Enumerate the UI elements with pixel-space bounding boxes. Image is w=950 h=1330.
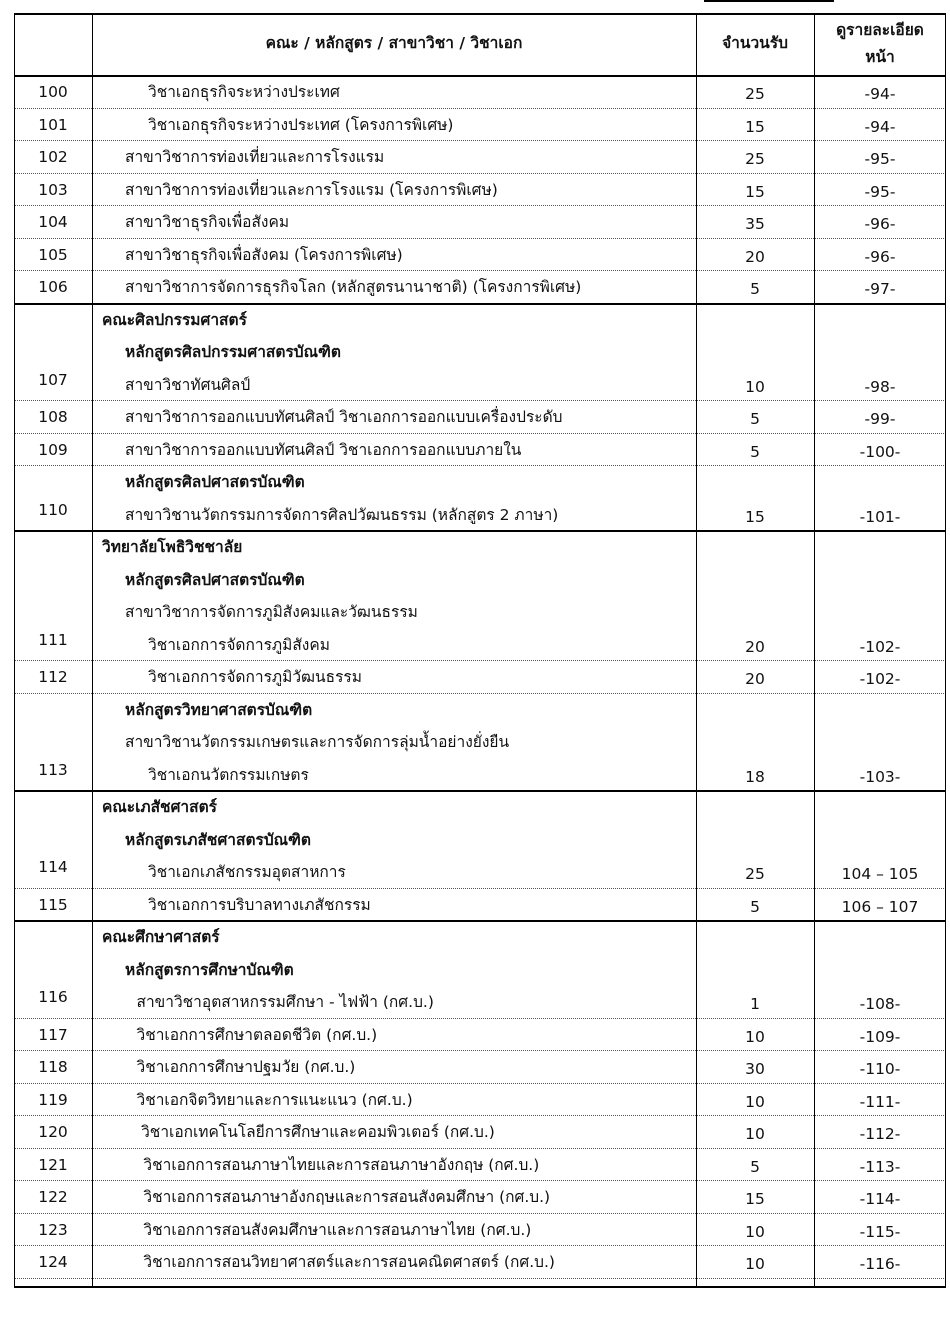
admission-quota: 5	[750, 410, 760, 428]
detail-page-ref: -96-	[864, 215, 896, 233]
program-name: สาขาวิชาการจัดการธุรกิจโลก (หลักสูตรนานาชาติ) (โครงการพิเศษ)	[125, 278, 582, 296]
row-number: 119	[38, 1090, 68, 1109]
admission-quota: 10	[745, 377, 765, 396]
section-heading: หลักสูตรศิลปศาสตรบัณฑิต	[125, 570, 305, 589]
program-name: วิชาเอกธุรกิจระหว่างประเทศ	[148, 83, 340, 101]
admission-quota: 20	[745, 670, 765, 688]
admission-quota: 20	[745, 637, 765, 656]
program-name: สาขาวิชาการท่องเที่ยวและการโรงแรม (โครงการพิเศษ)	[125, 180, 498, 199]
row-number: 111	[38, 630, 68, 649]
row-separator	[14, 1050, 946, 1051]
detail-page-ref: -94-	[864, 85, 896, 103]
header-qty: จำนวนรับ	[722, 34, 788, 52]
row-separator	[14, 1180, 946, 1181]
row-number: 123	[38, 1220, 68, 1239]
row-separator	[14, 530, 946, 532]
row-separator	[14, 1213, 946, 1214]
detail-page-ref: -97-	[864, 280, 896, 298]
header-bottom-border	[14, 75, 946, 77]
row-separator	[14, 205, 946, 206]
row-number: 108	[38, 408, 68, 426]
admission-quota: 25	[745, 865, 765, 883]
program-name: วิชาเอกเทคโนโลยีการศึกษาและคอมพิวเตอร์ (กศ.บ.)	[141, 1123, 495, 1141]
detail-page-ref: -99-	[864, 410, 896, 428]
detail-page-ref: -96-	[864, 247, 896, 266]
admission-quota: 10	[745, 1255, 765, 1273]
program-name: วิชาเอกการศึกษาปฐมวัย (กศ.บ.)	[136, 1058, 356, 1076]
row-separator	[14, 173, 946, 174]
row-separator	[14, 920, 946, 922]
section-heading: คณะศึกษาศาสตร์	[102, 928, 220, 946]
admission-quota: 10	[745, 1027, 765, 1046]
program-name: วิชาเอกเภสัชกรรมอุตสาหการ	[148, 863, 346, 881]
row-separator	[14, 1278, 946, 1279]
detail-page-ref: -102-	[859, 670, 901, 688]
row-separator	[14, 465, 946, 466]
detail-page-ref: -116-	[859, 1255, 901, 1273]
row-number: 113	[38, 760, 68, 779]
row-separator	[14, 400, 946, 401]
detail-page-ref: -95-	[864, 150, 896, 168]
row-separator	[14, 140, 946, 141]
program-name: วิชาเอกการจัดการภูมิวัฒนธรรม	[148, 668, 362, 686]
row-number: 124	[38, 1253, 68, 1271]
section-heading: คณะเภสัชศาสตร์	[102, 798, 217, 816]
admission-quota: 30	[745, 1060, 765, 1078]
program-name: สาขาวิชาการออกแบบทัศนศิลป์ วิชาเอกการออกแบบภายใน	[125, 440, 522, 459]
column-border	[14, 13, 15, 1286]
admission-quota: 15	[745, 1190, 765, 1208]
row-separator	[14, 303, 946, 305]
admission-quota: 10	[745, 1222, 765, 1241]
row-number: 100	[38, 83, 68, 101]
row-number: 115	[38, 895, 68, 914]
program-name: วิชาเอกนวัตกรรมเกษตร	[148, 765, 309, 784]
row-number: 112	[38, 668, 68, 686]
detail-page-ref: -94-	[864, 117, 896, 136]
detail-page-ref: -109-	[859, 1027, 901, 1046]
row-number: 107	[38, 370, 68, 389]
row-separator	[14, 270, 946, 271]
program-name: วิชาเอกการบริบาลทางเภสัชกรรม	[148, 895, 371, 914]
row-separator	[14, 108, 946, 109]
admission-quota: 5	[750, 280, 760, 298]
row-number: 105	[38, 245, 68, 264]
program-name: สาขาวิชานวัตกรรมการจัดการศิลปวัฒนธรรม (หลักสูตร 2 ภาษา)	[125, 505, 559, 524]
admission-quota: 18	[745, 767, 765, 786]
row-separator	[14, 660, 946, 661]
admission-quota: 15	[745, 507, 765, 526]
detail-page-ref: -110-	[859, 1060, 901, 1078]
row-number: 104	[38, 213, 68, 231]
detail-page-ref: -112-	[859, 1125, 901, 1143]
program-name: วิชาเอกการศึกษาตลอดชีวิต (กศ.บ.)	[136, 1025, 378, 1044]
program-name: สาขาวิชานวัตกรรมเกษตรและการจัดการลุ่มน้ำอย่างยั่งยืน	[125, 733, 510, 751]
row-number: 117	[38, 1025, 68, 1044]
admission-quota: 15	[745, 182, 765, 201]
row-number: 121	[38, 1155, 68, 1174]
row-number: 114	[38, 858, 68, 876]
row-number: 110	[38, 500, 68, 519]
row-number: 106	[38, 278, 68, 296]
admission-quota: 35	[745, 215, 765, 233]
column-border	[696, 13, 697, 1286]
program-name: วิชาเอกธุรกิจระหว่างประเทศ (โครงการพิเศษ)	[148, 115, 454, 134]
detail-page-ref: 104 – 105	[841, 865, 919, 883]
header-page-line1: ดูรายละเอียด	[836, 21, 924, 39]
admission-quota: 1	[750, 995, 760, 1013]
row-number: 122	[38, 1188, 68, 1206]
row-number: 101	[38, 115, 68, 134]
program-name: สาขาวิชาธุรกิจเพื่อสังคม	[125, 213, 290, 231]
row-number: 116	[38, 988, 68, 1006]
program-name: วิชาเอกการสอนภาษาอังกฤษและการสอนสังคมศึกษา (กศ.บ.)	[143, 1188, 551, 1206]
admission-quota: 25	[745, 85, 765, 103]
detail-page-ref: -114-	[859, 1190, 901, 1208]
row-separator	[14, 238, 946, 239]
program-name: สาขาวิชาการท่องเที่ยวและการโรงแรม	[125, 148, 385, 166]
detail-page-ref: -111-	[859, 1092, 901, 1111]
column-border	[92, 13, 93, 1286]
section-heading: วิทยาลัยโพธิวิชชาลัย	[102, 538, 243, 556]
row-separator	[14, 1245, 946, 1246]
row-separator	[14, 1115, 946, 1116]
table-bottom-border	[14, 1286, 946, 1288]
admission-quota: 25	[745, 150, 765, 168]
section-heading: หลักสูตรวิทยาศาสตรบัณฑิต	[125, 700, 313, 719]
program-name: สาขาวิชาอุตสาหกรรมศึกษา - ไฟฟ้า (กศ.บ.)	[136, 993, 434, 1011]
detail-page-ref: -108-	[859, 995, 901, 1013]
program-name: สาขาวิชาการออกแบบทัศนศิลป์ วิชาเอกการออกแบบเครื่องประดับ	[125, 408, 563, 426]
row-separator	[14, 693, 946, 694]
row-number: 118	[38, 1058, 68, 1076]
admission-quota: 20	[745, 247, 765, 266]
admission-quota: 15	[745, 117, 765, 136]
row-number: 120	[38, 1123, 68, 1141]
detail-page-ref: 106 – 107	[841, 897, 919, 916]
row-number: 103	[38, 180, 68, 199]
detail-page-ref: -103-	[859, 767, 901, 786]
section-heading: คณะศิลปกรรมศาสตร์	[102, 310, 247, 329]
program-name: วิชาเอกการสอนภาษาไทยและการสอนภาษาอังกฤษ (กศ.บ.)	[143, 1155, 540, 1174]
detail-page-ref: -115-	[859, 1222, 901, 1241]
row-separator	[14, 1083, 946, 1084]
detail-page-ref: -101-	[859, 507, 901, 526]
admission-quota: 5	[750, 1157, 760, 1176]
program-name: สาขาวิชาทัศนศิลป์	[125, 375, 251, 394]
row-separator	[14, 1148, 946, 1149]
section-heading: หลักสูตรการศึกษาบัณฑิต	[125, 960, 294, 979]
program-name: วิชาเอกจิตวิทยาและการแนะแนว (กศ.บ.)	[136, 1090, 413, 1109]
detail-page-ref: -113-	[859, 1157, 901, 1176]
admission-quota: 5	[750, 442, 760, 461]
column-border	[945, 13, 946, 1286]
admission-quota: 10	[745, 1092, 765, 1111]
program-name: สาขาวิชาธุรกิจเพื่อสังคม (โครงการพิเศษ)	[125, 245, 403, 264]
program-name: สาขาวิชาการจัดการภูมิสังคมและวัฒนธรรม	[125, 603, 418, 621]
detail-page-ref: -100-	[859, 442, 901, 461]
row-separator	[14, 433, 946, 434]
section-heading: หลักสูตรศิลปกรรมศาสตรบัณฑิต	[125, 343, 341, 361]
header-page-line2: หน้า	[865, 48, 895, 66]
admission-quota: 5	[750, 897, 760, 916]
row-number: 102	[38, 148, 68, 166]
section-heading: หลักสูตรเภสัชศาสตรบัณฑิต	[125, 830, 311, 849]
program-name: วิชาเอกการสอนสังคมศึกษาและการสอนภาษาไทย (กศ.บ.)	[143, 1220, 532, 1239]
table-top-border	[14, 13, 946, 15]
row-number: 109	[38, 440, 68, 459]
detail-page-ref: -95-	[864, 182, 896, 201]
row-separator	[14, 790, 946, 792]
top-edge-mark	[704, 0, 834, 2]
program-name: วิชาเอกการจัดการภูมิสังคม	[148, 635, 330, 654]
section-heading: หลักสูตรศิลปศาสตรบัณฑิต	[125, 473, 305, 491]
admission-quota: 10	[745, 1125, 765, 1143]
column-border	[814, 13, 815, 1286]
header-name: คณะ / หลักสูตร / สาขาวิชา / วิชาเอก	[265, 34, 523, 52]
detail-page-ref: -98-	[864, 377, 896, 396]
row-separator	[14, 888, 946, 889]
detail-page-ref: -102-	[859, 637, 901, 656]
row-separator	[14, 1018, 946, 1019]
program-name: วิชาเอกการสอนวิทยาศาสตร์และการสอนคณิตศาสตร์ (กศ.บ.)	[143, 1253, 555, 1271]
